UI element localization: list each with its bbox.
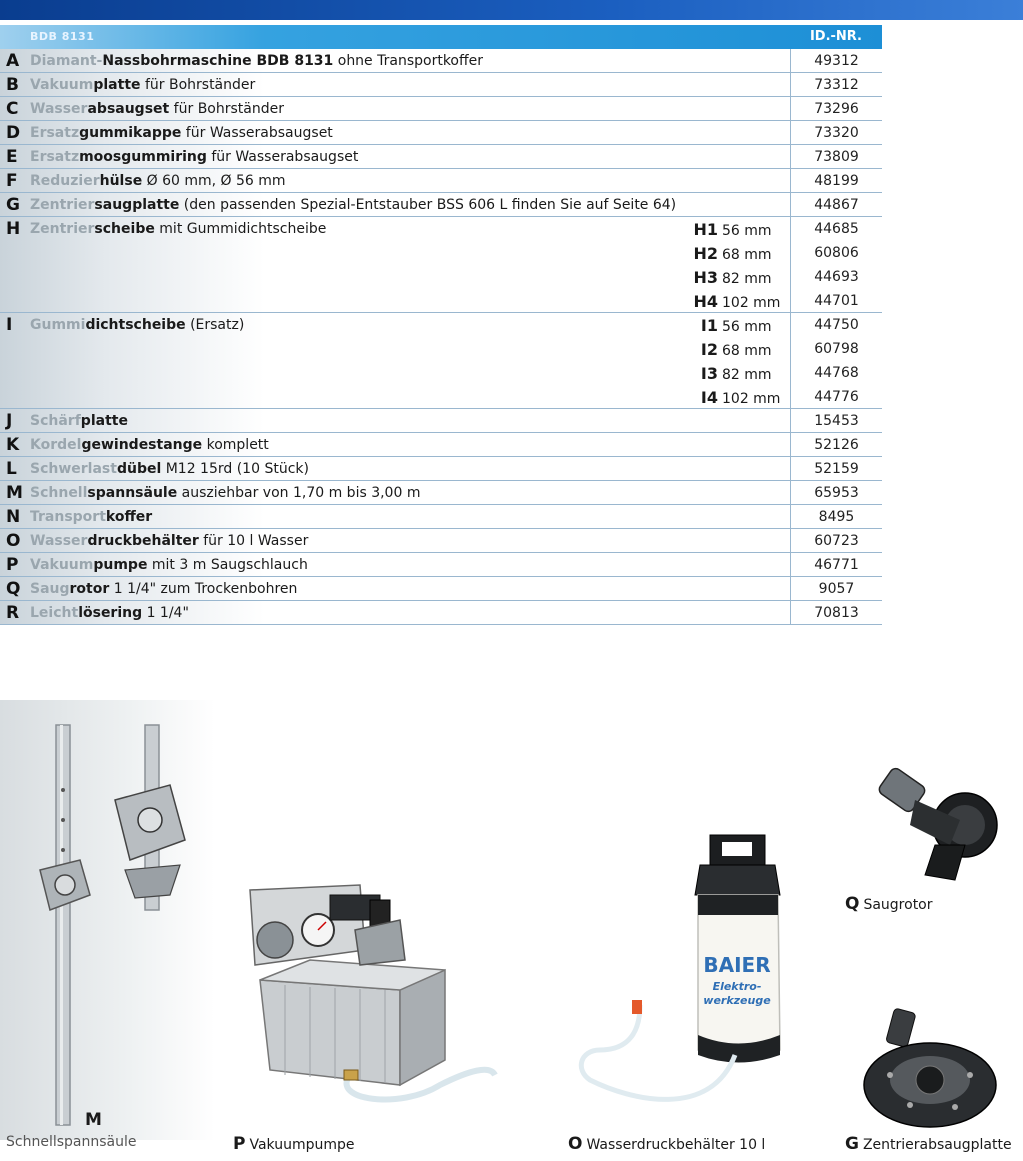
table-row: [0, 217, 882, 313]
row-letter: E: [6, 147, 18, 167]
table-row: [0, 553, 882, 577]
row-letter: Q: [6, 579, 21, 599]
id-cell: [790, 313, 882, 408]
row-name: hülse: [99, 173, 143, 189]
pump-caption: [233, 1134, 355, 1154]
row-letter: J: [6, 411, 13, 431]
row-name-prefix: Saug: [30, 581, 70, 597]
row-description: [30, 101, 284, 117]
id-number: 60798: [814, 341, 859, 357]
id-number: 73312: [814, 77, 859, 93]
row-detail: für Wasserabsaugset: [181, 125, 333, 141]
id-cell: [790, 145, 882, 168]
row-letter: N: [6, 507, 21, 527]
id-number: 48199: [814, 173, 859, 189]
id-cell: [790, 505, 882, 528]
row-description: [30, 53, 483, 69]
row-description: [30, 197, 676, 213]
row-name: druckbehälter: [87, 533, 199, 549]
rotor-caption-letter: Q: [845, 894, 860, 914]
pump-caption-letter: P: [233, 1134, 246, 1154]
row-name-prefix: Reduzier: [30, 173, 100, 189]
variant-size: 56 mm: [722, 319, 772, 335]
id-cell: [790, 553, 882, 576]
id-number: 65953: [814, 485, 859, 501]
id-number: 60806: [814, 245, 859, 261]
row-detail: Ø 60 mm, Ø 56 mm: [142, 173, 286, 189]
row-description: [30, 461, 309, 477]
id-cell: [790, 97, 882, 120]
id-cell: [790, 577, 882, 600]
row-letter: O: [6, 531, 21, 551]
id-number: 44693: [814, 269, 859, 285]
size-variant: [680, 316, 785, 335]
table-row: [0, 193, 882, 217]
id-number: 73320: [814, 125, 859, 141]
row-name: gewindestange: [81, 437, 203, 453]
tank-caption: [568, 1134, 765, 1154]
column-caption-letter: M: [85, 1110, 102, 1130]
row-name: platte: [93, 77, 141, 93]
table-row: [0, 313, 882, 409]
id-number: 44685: [814, 221, 859, 237]
variant-size: 68 mm: [722, 247, 772, 263]
row-detail: komplett: [202, 437, 269, 453]
variant-size: 68 mm: [722, 343, 772, 359]
id-cell: [790, 169, 882, 192]
row-name-prefix: Zentrier: [30, 221, 95, 237]
tank-photo: [570, 820, 800, 1130]
row-name-prefix: Transport: [30, 509, 106, 525]
rotor-photo: [870, 765, 1010, 885]
row-letter: P: [6, 555, 19, 575]
row-letter: B: [6, 75, 19, 95]
variant-size: 82 mm: [722, 367, 772, 383]
row-name-prefix: Wasser: [30, 533, 88, 549]
table-row: [0, 481, 882, 505]
id-cell: [790, 217, 882, 312]
row-letter: H: [6, 219, 21, 239]
column-caption-text: Schnellspannsäule: [6, 1134, 137, 1150]
tank-caption-letter: O: [568, 1134, 583, 1154]
id-cell: [790, 121, 882, 144]
tank-caption-text: Wasserdruckbehälter 10 l: [586, 1137, 766, 1153]
size-variant: [680, 364, 785, 383]
row-detail: 1 1/4" zum Trockenbohren: [109, 581, 298, 597]
row-detail: mit 3 m Saugschlauch: [147, 557, 308, 573]
column-photo: [20, 720, 210, 1130]
row-name: moosgummiring: [79, 149, 207, 165]
row-letter: C: [6, 99, 19, 119]
id-number: 44776: [814, 389, 859, 405]
table-row: [0, 505, 882, 529]
variant-label: H3: [693, 268, 718, 287]
size-variant: [680, 268, 785, 287]
id-number: 15453: [814, 413, 859, 429]
row-name: scheibe: [94, 221, 155, 237]
variant-label: I4: [700, 388, 718, 407]
id-number: 70813: [814, 605, 859, 621]
product-table: [0, 25, 882, 625]
row-letter: L: [6, 459, 17, 479]
plate-caption-text: Zentrierabsaugplatte: [862, 1137, 1012, 1153]
id-cell: [790, 433, 882, 456]
variant-size: 102 mm: [722, 391, 781, 407]
table-row: [0, 409, 882, 433]
row-name: lösering: [78, 605, 143, 621]
size-variant: [680, 340, 785, 359]
row-name: spannsäule: [87, 485, 178, 501]
id-number: 44750: [814, 317, 859, 333]
row-detail: 1 1/4": [142, 605, 189, 621]
column-caption: [85, 1110, 106, 1130]
row-name-prefix: Ersatz: [30, 149, 80, 165]
row-detail: (den passenden Spezial-Entstauber BSS 606 L finden Sie auf Seite 64): [179, 197, 677, 213]
table-row: [0, 433, 882, 457]
id-column-header: ID.-NR.: [809, 29, 863, 44]
row-name: Nassbohrmaschine BDB 8131: [102, 53, 334, 69]
table-row: [0, 457, 882, 481]
variant-size: 82 mm: [722, 271, 772, 287]
row-letter: F: [6, 171, 18, 191]
id-number: 44768: [814, 365, 859, 381]
row-description: [30, 173, 286, 189]
table-row: [0, 169, 882, 193]
row-name-prefix: Vakuum: [30, 557, 94, 573]
row-description: [30, 533, 308, 549]
rotor-caption: [845, 894, 933, 914]
row-letter: G: [6, 195, 20, 215]
table-row: [0, 121, 882, 145]
id-number: 73296: [814, 101, 859, 117]
variant-label: I3: [700, 364, 718, 383]
row-name: pumpe: [93, 557, 148, 573]
rotor-caption-text: Saugrotor: [863, 897, 933, 913]
row-detail: ausziehbar von 1,70 m bis 3,00 m: [177, 485, 421, 501]
row-description: [30, 509, 152, 525]
pump-photo: [240, 870, 500, 1110]
id-cell: [790, 73, 882, 96]
id-number: 8495: [818, 509, 855, 525]
row-detail: (Ersatz): [185, 317, 245, 333]
row-name-prefix: Schnell: [30, 485, 88, 501]
id-cell: [790, 481, 882, 504]
table-row: [0, 577, 882, 601]
table-row: [0, 529, 882, 553]
plate-photo: [860, 1005, 1010, 1135]
row-detail: M12 15rd (10 Stück): [161, 461, 309, 477]
table-row: [0, 145, 882, 169]
tank-brand-sub1: Elektro-: [712, 980, 762, 993]
id-cell: [790, 529, 882, 552]
size-variant: [680, 220, 785, 239]
size-variant: [680, 388, 785, 407]
id-number: 52159: [814, 461, 859, 477]
variant-label: I2: [700, 340, 718, 359]
row-description: [30, 221, 326, 237]
plate-caption-letter: G: [845, 1134, 859, 1154]
table-row: [0, 601, 882, 625]
row-detail: ohne Transportkoffer: [333, 53, 484, 69]
row-description: [30, 413, 128, 429]
id-number: 52126: [814, 437, 859, 453]
id-number: 9057: [818, 581, 855, 597]
row-name: dübel: [116, 461, 162, 477]
variant-label: H4: [693, 292, 718, 311]
table-row: [0, 73, 882, 97]
row-name: absaugset: [87, 101, 170, 117]
variant-size: 102 mm: [722, 295, 781, 311]
row-letter: I: [6, 315, 13, 335]
id-number: 44701: [814, 293, 859, 309]
table-title: BDB 8131: [30, 30, 95, 43]
row-name-prefix: Ersatz: [30, 125, 80, 141]
row-description: [30, 149, 358, 165]
row-detail: für Bohrständer: [140, 77, 256, 93]
row-name-prefix: Gummi: [30, 317, 86, 333]
variant-label: H1: [693, 220, 718, 239]
id-cell: [790, 193, 882, 216]
row-name-prefix: Schwerlast: [30, 461, 117, 477]
row-name: platte: [80, 413, 128, 429]
id-cell: [790, 601, 882, 624]
row-letter: K: [6, 435, 20, 455]
row-detail: für Bohrständer: [169, 101, 284, 117]
row-detail: für Wasserabsaugset: [206, 149, 359, 165]
table-header: [0, 25, 882, 49]
id-cell: [790, 49, 882, 72]
row-name-prefix: Kordel: [30, 437, 82, 453]
row-name-prefix: Schärf: [30, 413, 81, 429]
row-description: [30, 557, 308, 573]
row-name: dichtscheibe: [85, 317, 186, 333]
tank-brand-sub2: werkzeuge: [703, 994, 771, 1007]
row-name-prefix: Leicht: [30, 605, 79, 621]
pump-caption-text: Vakuumpumpe: [249, 1137, 355, 1153]
row-detail: mit Gummidichtscheibe: [154, 221, 327, 237]
table-row: [0, 49, 882, 73]
row-description: [30, 581, 297, 597]
row-description: [30, 437, 269, 453]
id-number: 46771: [814, 557, 859, 573]
id-number: 44867: [814, 197, 859, 213]
size-variant: [680, 292, 785, 311]
row-letter: M: [6, 483, 23, 503]
row-description: [30, 317, 244, 333]
row-description: [30, 605, 189, 621]
row-description: [30, 125, 333, 141]
variant-size: 56 mm: [722, 223, 772, 239]
table-body: [0, 49, 882, 625]
top-banner: [0, 0, 1023, 20]
row-name: rotor: [69, 581, 110, 597]
row-name-prefix: Vakuum: [30, 77, 94, 93]
row-letter: D: [6, 123, 21, 143]
row-detail: für 10 l Wasser: [198, 533, 309, 549]
row-description: [30, 485, 420, 501]
product-photos: [0, 700, 1023, 1161]
plate-caption: [845, 1134, 1012, 1154]
row-name-prefix: Zentrier: [30, 197, 95, 213]
tank-brand-label: BAIER: [703, 953, 771, 977]
row-letter: A: [6, 51, 20, 71]
id-number: 49312: [814, 53, 859, 69]
id-cell: [790, 409, 882, 432]
row-name-prefix: Wasser: [30, 101, 88, 117]
variant-label: I1: [700, 316, 718, 335]
row-name-prefix: Diamant-: [30, 53, 103, 69]
size-variant: [680, 244, 785, 263]
row-description: [30, 77, 255, 93]
id-number: 73809: [814, 149, 859, 165]
variant-label: H2: [693, 244, 718, 263]
table-row: [0, 97, 882, 121]
row-name: gummikappe: [79, 125, 182, 141]
row-letter: R: [6, 603, 20, 623]
id-cell: [790, 457, 882, 480]
row-name: koffer: [105, 509, 153, 525]
row-name: saugplatte: [94, 197, 180, 213]
id-number: 60723: [814, 533, 859, 549]
